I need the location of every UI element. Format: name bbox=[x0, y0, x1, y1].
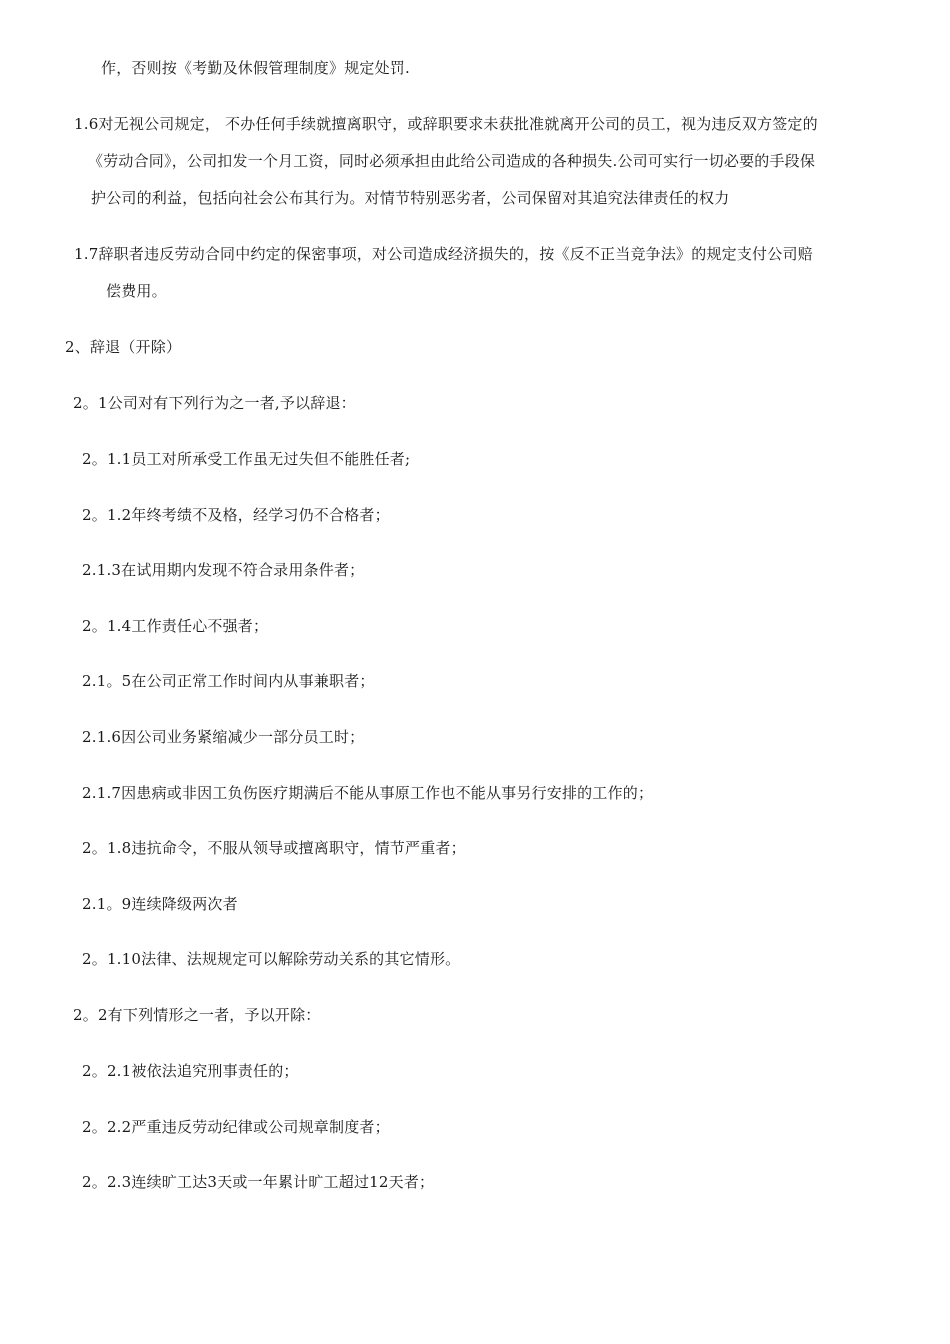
clause-2-1-8: 2。1.8违抗命令，不服从领导或擅离职守，情节严重者； bbox=[82, 839, 466, 857]
clause-2-1-3: 2.1.3在试用期内发现不符合录用条件者； bbox=[82, 561, 365, 579]
clause-1-7-cont: 偿费用。 bbox=[106, 282, 167, 300]
section-heading-2: 2、辞退（开除） bbox=[65, 338, 182, 356]
clause-1-6: 1.6对无视公司规定， 不办任何手续就擅离职守，或辞职要求未获批准就离开公司的员工，视为违反双方签定的 bbox=[74, 115, 818, 133]
clause-2-1: 2。1公司对有下列行为之一者,予以辞退： bbox=[73, 394, 356, 412]
clause-2-1-7: 2.1.7因患病或非因工负伤医疗期满后不能从事原工作也不能从事另行安排的工作的； bbox=[82, 784, 654, 802]
clause-1-7: 1.7辞职者违反劳动合同中约定的保密事项，对公司造成经济损失的，按《反不正当竞争法》的规定支付公司赔 bbox=[74, 245, 813, 263]
clause-2-2-3: 2。2.3连续旷工达3天或一年累计旷工超过12天者； bbox=[82, 1173, 435, 1191]
clause-1-6-cont-1: 《劳动合同》，公司扣发一个月工资，同时必须承担由此给公司造成的各种损失.公司可实行一切必要的手段保 bbox=[88, 152, 816, 170]
clause-2-1-5: 2.1。5在公司正常工作时间内从事兼职者； bbox=[82, 672, 375, 690]
clause-2-1-2: 2。1.2年终考绩不及格，经学习仍不合格者； bbox=[82, 506, 390, 524]
clause-2-1-4: 2。1.4工作责任心不强者； bbox=[82, 617, 269, 635]
clause-2-2-2: 2。2.2严重违反劳动纪律或公司规章制度者； bbox=[82, 1118, 390, 1136]
clause-2-1-10: 2。1.10法律、法规规定可以解除劳动关系的其它情形。 bbox=[82, 950, 461, 968]
clause-2-1-9: 2.1。9连续降级两次者 bbox=[82, 895, 238, 913]
clause-2-1-6: 2.1.6因公司业务紧缩减少一部分员工时； bbox=[82, 728, 365, 746]
clause-2-1-1: 2。1.1员工对所承受工作虽无过失但不能胜任者; bbox=[82, 450, 411, 468]
clause-2-2: 2。2有下列情形之一者，予以开除： bbox=[73, 1006, 321, 1024]
clause-2-2-1: 2。2.1被依法追究刑事责任的； bbox=[82, 1062, 299, 1080]
text-line-1: 作，否则按《考勤及休假管理制度》规定处罚. bbox=[101, 59, 410, 77]
clause-1-6-cont-2: 护公司的利益，包括向社会公布其行为。对情节特别恶劣者，公司保留对其追究法律责任的权力 bbox=[91, 189, 730, 207]
